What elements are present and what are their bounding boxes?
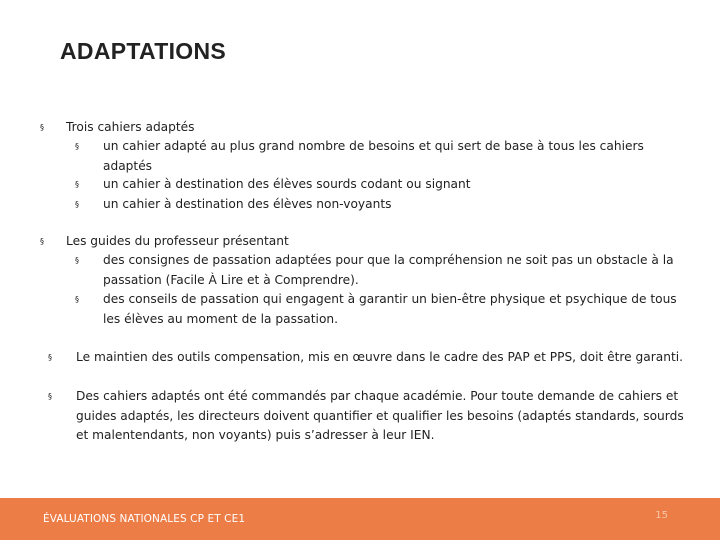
bullet-commande-academie [48,387,698,446]
sub-bullet-text: un cahier à destination des élèves non-voyants [103,197,392,211]
bullet-icon: § [48,392,52,401]
bullet-text: Les guides du professeur présentant [66,234,289,248]
sub-bullet-text: un cahier à destination des élèves sourds codant ou signant [103,177,471,191]
footer-bar [0,498,720,540]
bullet-icon: § [75,295,79,304]
bullet-icon: § [75,200,79,209]
sub-bullet-cahier-non-voyants [75,195,685,215]
bullet-text: Le maintien des outils compensation, mis en œuvre dans le cadre des PAP et PPS, doit être garanti. [76,350,683,364]
slide-title: ADAPTATIONS [60,38,226,64]
sub-bullet-cahier-base [75,137,685,176]
bullet-guides [40,232,680,252]
bullet-icon: § [75,142,79,151]
bullet-icon: § [40,237,44,246]
bullet-text: Des cahiers adaptés ont été commandés par chaque académie. Pour toute demande de cahiers et guides adaptés, les directeurs doivent quantifier et qualifier les besoins (adaptés standards, sourds et malentendants, non voyants) puis s’adresser à leur IEN. [76,389,684,442]
sub-bullet-text: des consignes de passation adaptées pour que la compréhension ne soit pas un obstacle à la passation (Facile À Lire et à Comprendre). [103,253,674,287]
footer-label: ÉVALUATIONS NATIONALES CP ET CE1 [43,513,246,525]
bullet-maintien-outils [48,348,698,368]
bullet-icon: § [48,353,52,362]
page-number: 15 [655,510,668,521]
sub-bullet-text: un cahier adapté au plus grand nombre de besoins et qui sert de base à tous les cahiers adaptés [103,139,644,173]
bullet-text: Trois cahiers adaptés [66,120,195,134]
sub-bullet-text: des conseils de passation qui engagent à garantir un bien-être physique et psychique de tous les élèves au moment de la passation. [103,292,677,326]
sub-bullet-cahier-sourds [75,175,685,195]
sub-bullet-consignes [75,251,693,290]
bullet-icon: § [75,180,79,189]
bullet-icon: § [40,123,44,132]
sub-bullet-conseils [75,290,685,329]
bullet-icon: § [75,256,79,265]
bullet-cahiers [40,118,680,138]
